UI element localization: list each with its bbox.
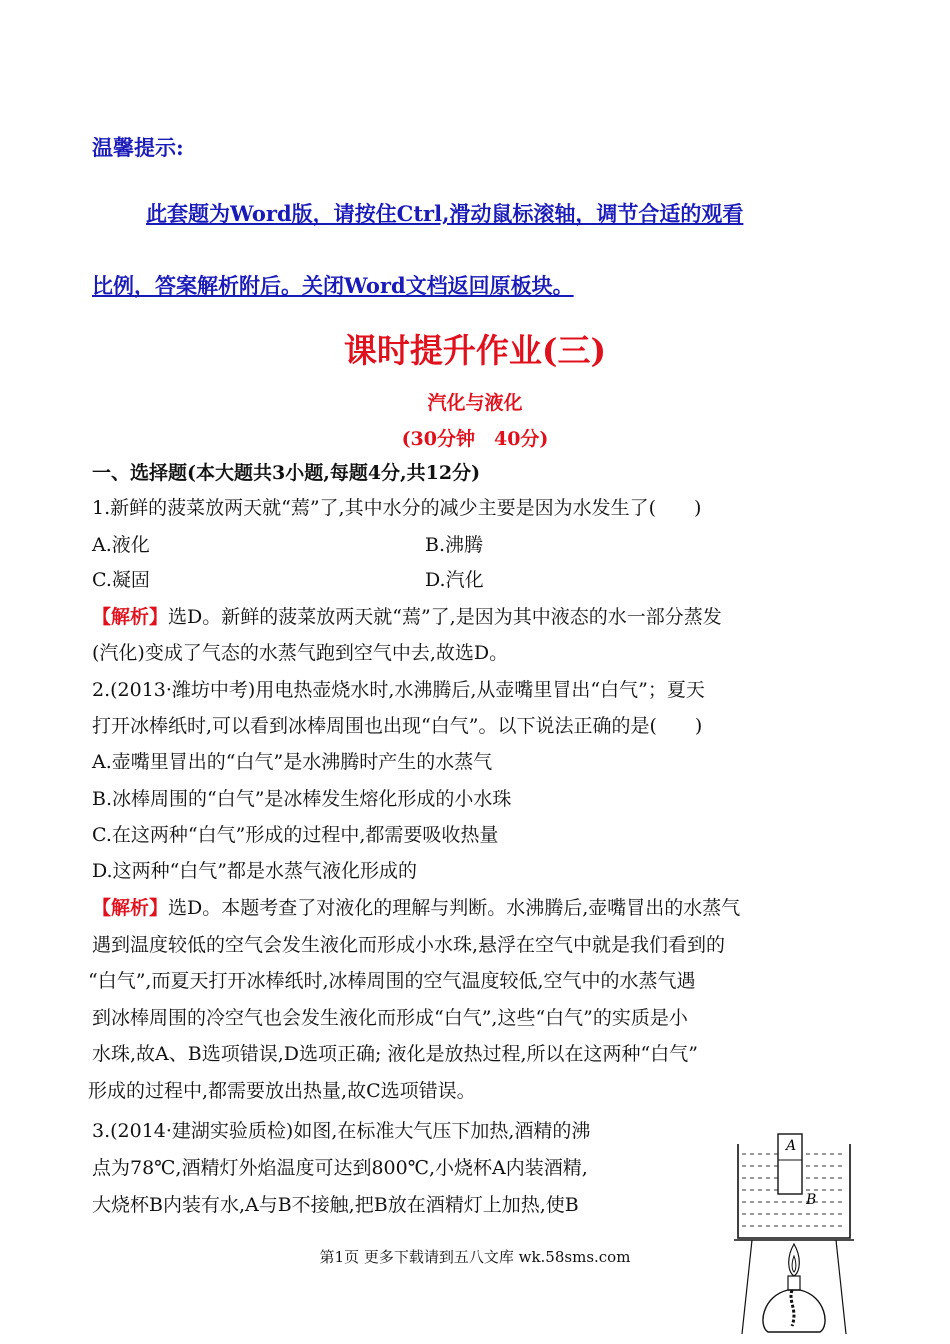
q2-stem-line-1: 2.(2013·潍坊中考)用电热壶烧水时,水沸腾后,从壶嘴里冒出“白气”；夏天 [92, 679, 705, 701]
tip-line-1[interactable]: 此套题为Word版，请按住Ctrl,滑动鼠标滚轴，调节合适的观看 [146, 201, 744, 226]
q1-option-a: A.液化 [92, 534, 150, 556]
analysis-tag: 【解析】 [92, 606, 169, 628]
q2-option-b: B.冰棒周围的“白气”是冰棒发生熔化形成的小水珠 [92, 788, 512, 810]
q2-analysis-line-5: 水珠,故A、B选项错误,D选项正确; 液化是放热过程,所以在这两种“白气” [92, 1043, 698, 1065]
page-title: 课时提升作业(三) [343, 331, 607, 370]
beaker-lamp-figure [732, 1126, 856, 1336]
q2-option-a: A.壶嘴里冒出的“白气”是水沸腾时产生的水蒸气 [92, 751, 493, 773]
time-score: (30分钟 40分) [401, 428, 549, 450]
q2-option-d: D.这两种“白气”都是水蒸气液化形成的 [92, 860, 418, 882]
q2-analysis-line-3: “白气”,而夏天打开冰棒纸时,冰棒周围的空气温度较低,空气中的水蒸气遇 [88, 970, 696, 992]
label-a: A [786, 1138, 797, 1154]
q2-analysis-text: 选D。本题考查了对液化的理解与判断。水沸腾后,壶嘴冒出的水蒸气 [168, 897, 741, 919]
q2-analysis-line-1 [92, 895, 740, 921]
analysis-tag: 【解析】 [92, 897, 169, 919]
q1-option-d: D.汽化 [425, 569, 484, 591]
q1-option-c: C.凝固 [92, 569, 150, 591]
q2-analysis-line-6: 形成的过程中,都需要放出热量,故C选项错误。 [88, 1080, 476, 1102]
tip-title: 温馨提示: [92, 135, 184, 160]
q1-analysis-line-2: (汽化)变成了气态的水蒸气跑到空气中去,故选D。 [92, 642, 509, 664]
q3-stem-line-3: 大烧杯B内装有水,A与B不接触,把B放在酒精灯上加热,使B [92, 1194, 579, 1216]
page-subtitle: 汽化与液化 [427, 392, 523, 414]
tip-line-2[interactable]: 比例，答案解析附后。关闭Word文档返回原板块。 [92, 273, 574, 298]
q1-analysis-text: 选D。新鲜的菠菜放两天就“蔫”了,是因为其中液态的水一部分蒸发 [168, 606, 722, 628]
q2-stem-line-2: 打开冰棒纸时,可以看到冰棒周围也出现“白气”。以下说法正确的是( ) [92, 715, 703, 737]
q2-option-c: C.在这两种“白气”形成的过程中,都需要吸收热量 [92, 824, 499, 846]
section-heading: 一、选择题(本大题共3小题,每题4分,共12分) [92, 462, 481, 484]
q1-option-b: B.沸腾 [425, 534, 484, 556]
q3-stem-line-2: 点为78℃,酒精灯外焰温度可达到800℃,小烧杯A内装酒精, [92, 1157, 588, 1179]
q2-analysis-line-2: 遇到温度较低的空气会发生液化而形成小水珠,悬浮在空气中就是我们看到的 [92, 934, 726, 956]
page-footer: 第1页 更多下载请到五八文库 wk.58sms.com [319, 1248, 631, 1266]
q1-analysis-line-1 [92, 604, 722, 630]
q1-stem: 1.新鲜的菠菜放两天就“蔫”了,其中水分的减少主要是因为水发生了( ) [92, 497, 702, 519]
label-b: B [806, 1192, 817, 1208]
q3-stem-line-1: 3.(2014·建湖实验质检)如图,在标准大气压下加热,酒精的沸 [92, 1120, 591, 1142]
q2-analysis-line-4: 到冰棒周围的冷空气也会发生液化而形成“白气”,这些“白气”的实质是小 [92, 1007, 688, 1029]
